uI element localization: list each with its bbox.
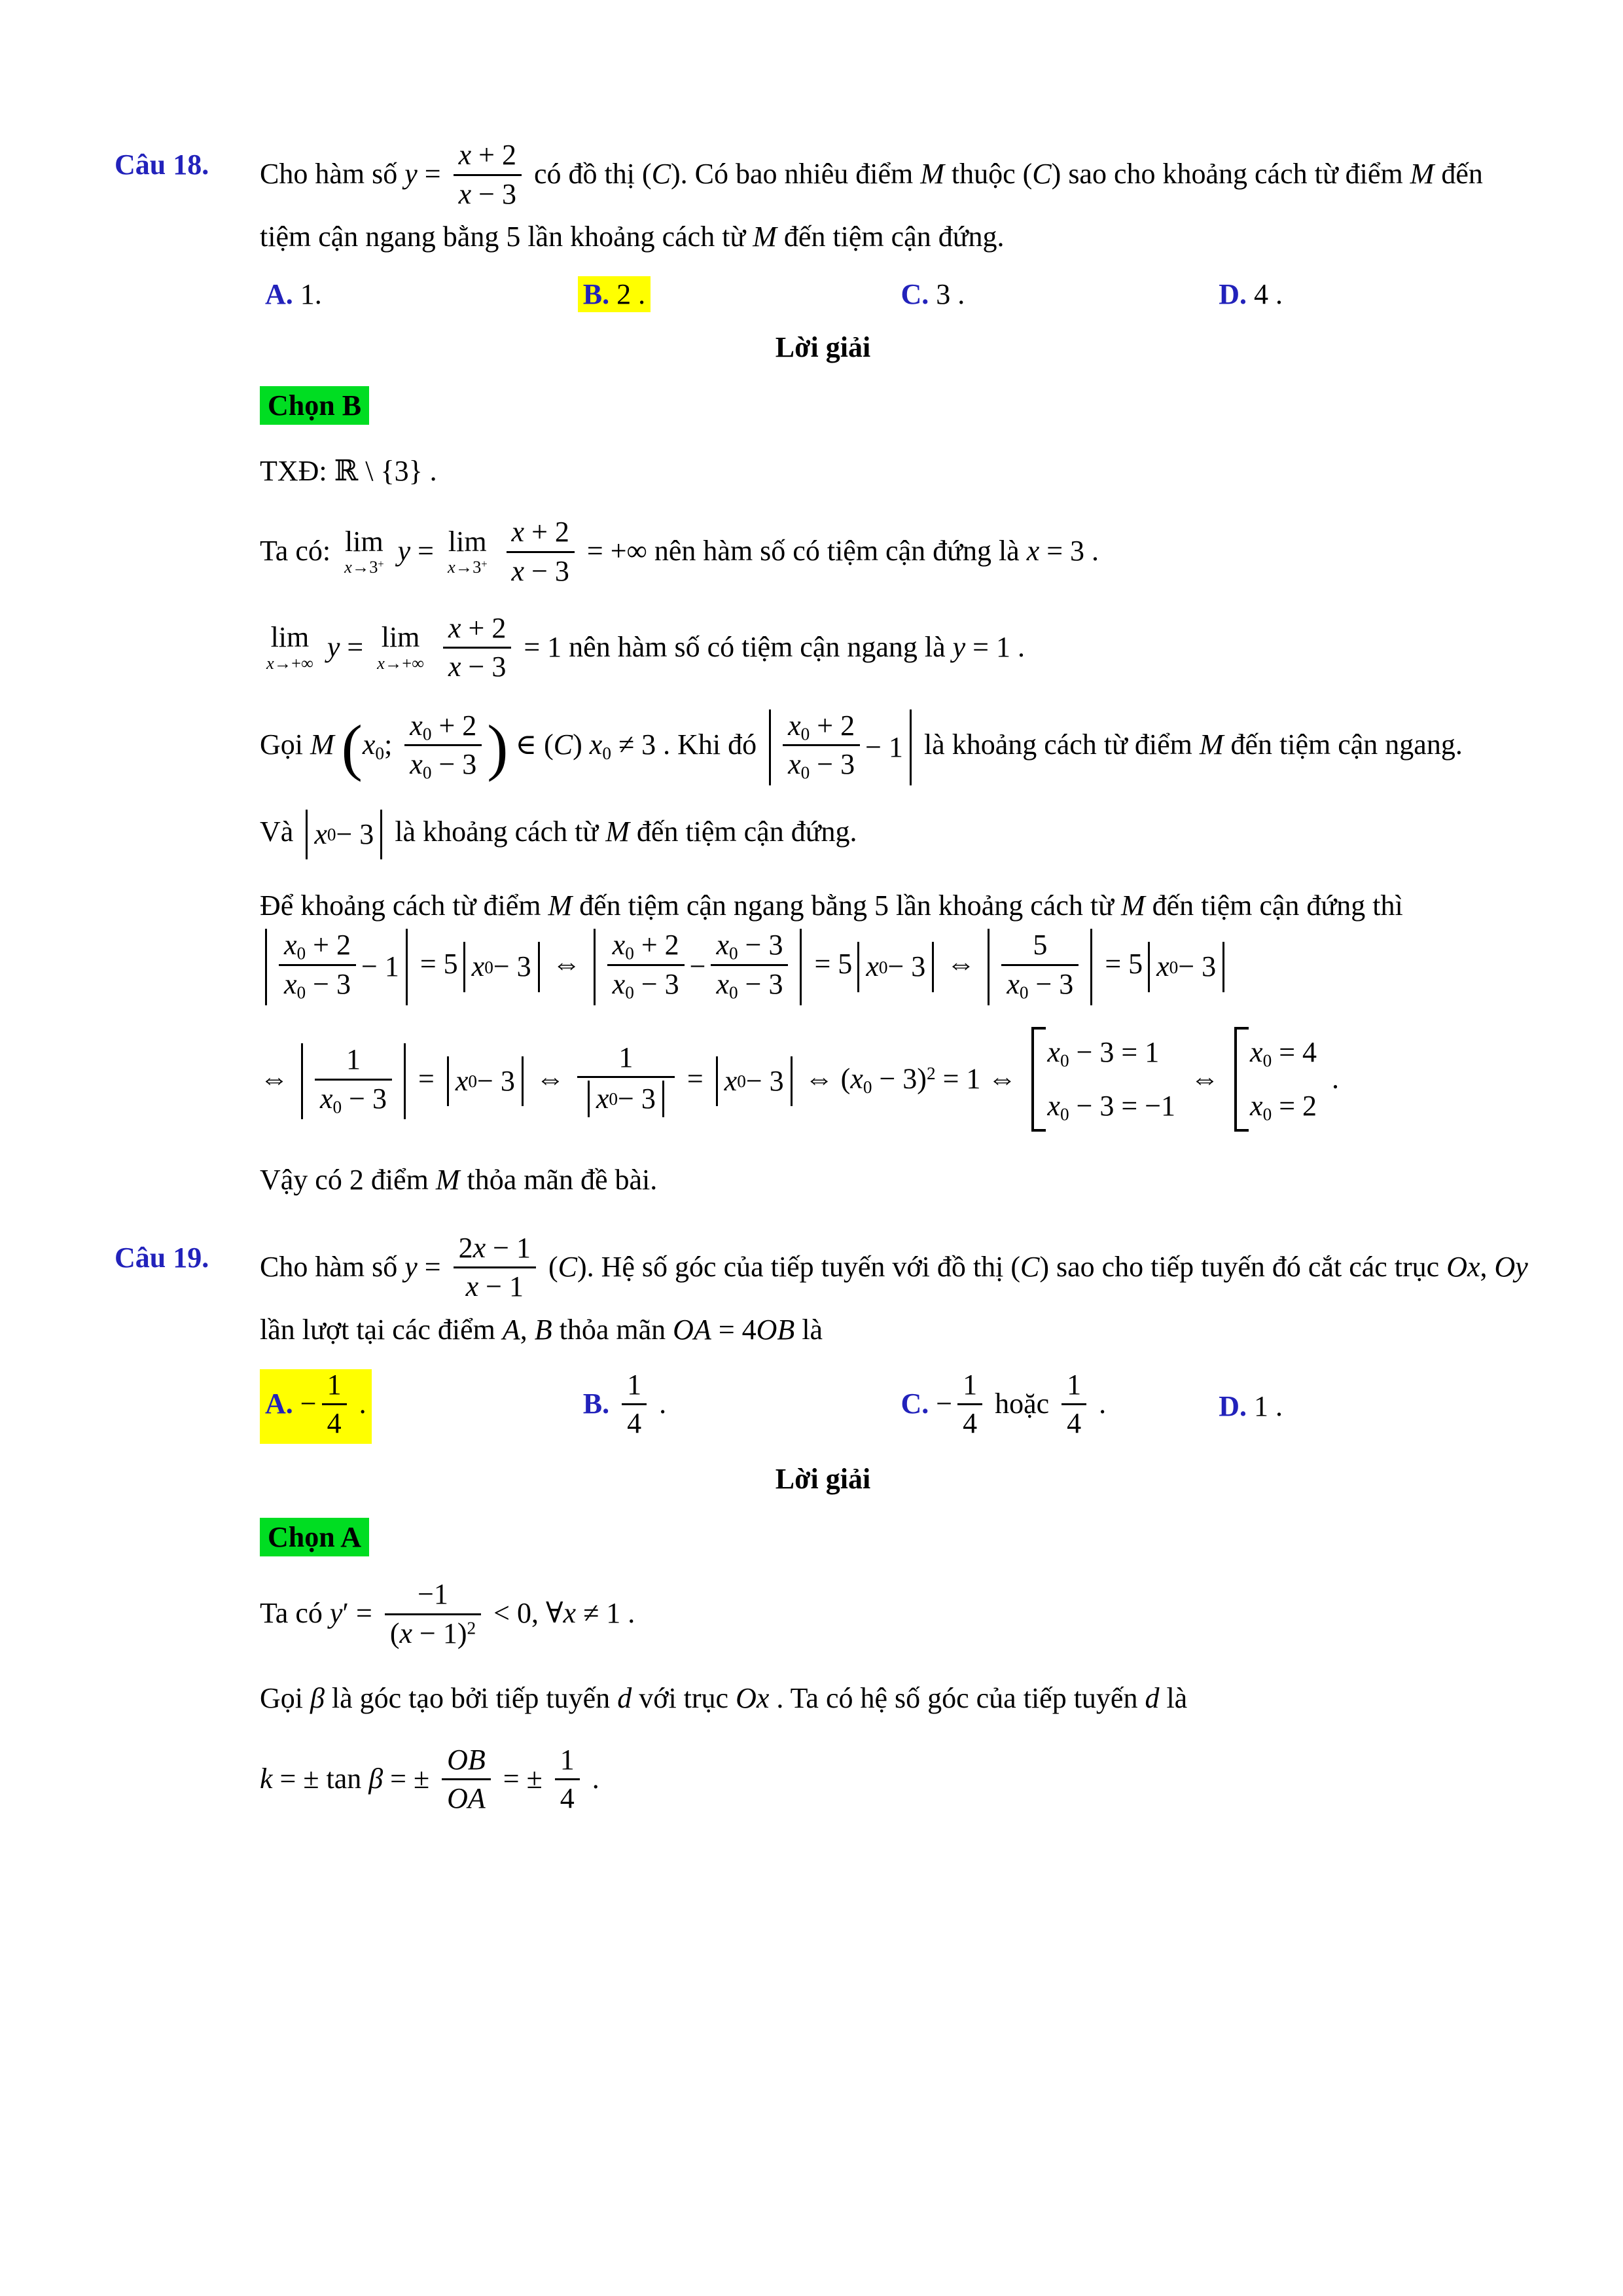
option-letter: A. — [265, 1387, 293, 1420]
question-text: Cho hàm số y = $\frac{2x - 1}{x - 1}$ (C). Hệ số góc của tiếp tuyến với đồ thị (C) sao cho tiếp tuyến đó cắt các trục Ox, Oy lần lượt tại các điểm A, B thỏa mãn OA = 4OB là — [260, 1231, 1528, 1346]
solution-line-5: Và x 0 − 3 là khoảng cách từ M đến tiệm cận đứng. — [260, 809, 1531, 859]
question-text: Cho hàm số y = $\frac{x + 2}{x - 3}$ có đồ thị (C). Có bao nhiêu điểm M thuộc (C) sao cho khoảng cách từ điểm M đến tiệm cận ngang bằng 5 lần khoảng cách từ M đến tiệm cận đứng. — [260, 139, 1483, 253]
option-letter: D. — [1219, 1390, 1247, 1423]
option-b — [578, 1369, 896, 1444]
option-letter: B. — [582, 1387, 610, 1420]
option-letter: B. — [582, 278, 610, 310]
solution-line-2: Gọi β là góc tạo bởi tiếp tuyến d với trục Ox . Ta có hệ số góc của tiếp tuyến d là — [260, 1682, 1188, 1715]
option-letter: D. — [1219, 278, 1247, 310]
option-letter: C. — [901, 278, 929, 310]
solution — [260, 386, 1531, 1204]
solution-heading: Lời giải — [775, 331, 871, 363]
question-19-header — [115, 1231, 1531, 1355]
question-18 — [115, 141, 1531, 1204]
answer-options — [260, 1369, 1531, 1444]
question-19 — [115, 1231, 1531, 1818]
highlighted-answer — [578, 276, 651, 312]
option-value: 2 . — [616, 278, 646, 310]
option-value: − $\frac{1}{4}$ . — [300, 1368, 366, 1440]
solution-line-7: ⇔ $\frac{1}{x_0 - 3}$ = x 0 − 3 ⇔ 1 x 0 − 3 = x 0 − 3 ⇔ $(x_0 - 3)^2 = 1$ ⇔ $x_0 - 3 = 1$ $x_0 - 3 = -1$ ⇔ $x_0 = 4$ $x_0 = 2$ . — [260, 1029, 1531, 1134]
option-c — [896, 276, 1214, 312]
solution-line-8: Vậy có 2 điểm M thỏa mãn đề bài. — [260, 1164, 658, 1196]
solution — [260, 1518, 1531, 1818]
question-number: Câu 19. — [115, 1241, 209, 1274]
solution-heading: Lời giải — [775, 1462, 871, 1495]
option-value: − $\frac{1}{4}$ hoặc $\frac{1}{4}$ . — [936, 1368, 1107, 1440]
solution-line-1: TXĐ: ℝ \ {3} . — [260, 454, 437, 487]
solution-line-2: Ta có: lim x→3+ y = lim x→3+ $\frac{x + 2}{x - 3}$ = +∞ nên hàm số có tiệm cận đứng là x = 3 . — [260, 516, 1099, 587]
option-letter: C. — [901, 1387, 929, 1420]
option-value: 4 . — [1254, 278, 1283, 310]
chosen-answer-row — [260, 1518, 1531, 1556]
option-b — [578, 276, 896, 312]
option-d — [1213, 1388, 1531, 1424]
solution-line-3: k = ± tan β = ± $\frac{OB}{OA}$ = ± $\frac{1}{4}$ . — [260, 1743, 599, 1815]
solution-line-4: Gọi M ($x_0$; $\frac{x_0 + 2}{x_0 - 3}$ ) ∈ (C) $x_0 \ne 3$ . Khi đó $\frac{x_0 + 2}{x_0 - 3}$ − 1 là khoảng cách từ điểm M đến tiệm cận ngang. — [260, 709, 1531, 785]
solution-line-1: Ta có y′ = $\frac{-1}{(x - 1)^2}$ < 0, ∀x ≠ 1 . — [260, 1577, 635, 1649]
chosen-answer-badge: Chọn B — [260, 386, 369, 425]
solution-line-6: Để khoảng cách từ điểm M đến tiệm cận ngang bằng 5 lần khoảng cách từ M đến tiệm cận đứng thì $\frac{x_0 + 2}{x_0 - 3}$ − 1 = 5 x 0 − 3 ⇔ $\frac{x_0 + 2}{x_0 - 3}$ − $\frac{x_0 - 3}{x_0 - 3}$ = 5 x 0 − 3 ⇔ $\frac{5}{x_0 - 3}$ = 5 x 0 − 3 — [260, 883, 1531, 1005]
highlighted-answer — [260, 1369, 372, 1444]
option-c — [896, 1369, 1214, 1444]
question-number: Câu 18. — [115, 149, 209, 181]
document-page — [115, 141, 1531, 1818]
option-a — [260, 1369, 578, 1444]
answer-options — [260, 276, 1531, 312]
option-d — [1213, 276, 1531, 312]
option-letter: A. — [265, 278, 293, 310]
option-value: 1. — [300, 278, 322, 310]
chosen-answer-badge: Chọn A — [260, 1518, 369, 1556]
option-value: 3 . — [936, 278, 965, 310]
option-a — [260, 276, 578, 312]
question-18-header — [115, 141, 1531, 262]
option-value: 1 . — [1254, 1390, 1283, 1423]
option-value: $\frac{1}{4}$ . — [616, 1388, 666, 1420]
chosen-answer-row — [260, 386, 1531, 425]
solution-line-3: lim x→+∞ y = lim x→+∞ $\frac{x + 2}{x - 3}$ = 1 nên hàm số có tiệm cận ngang là y = 1 . — [266, 611, 1025, 683]
